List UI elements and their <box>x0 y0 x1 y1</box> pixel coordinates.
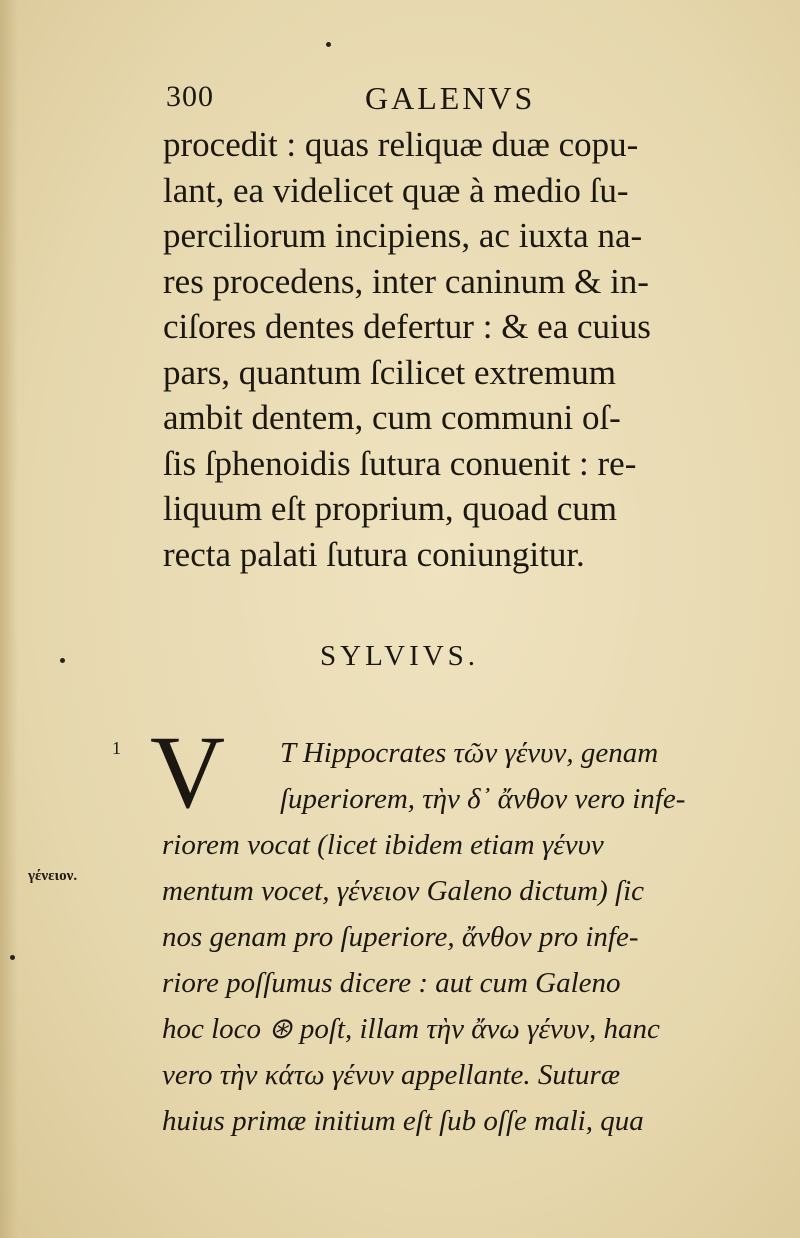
text-line: res procedens, inter caninum & in- <box>163 261 649 301</box>
text-line: ciſores dentes defertur : & ea cuius <box>163 307 651 346</box>
ink-speck <box>60 658 65 663</box>
page-number: 300 <box>166 80 214 113</box>
commentary-line: T Hippocrates τῶν γένυν, genam <box>280 737 659 769</box>
page-edge-shadow <box>0 0 18 1238</box>
commentary-line: ſuperiorem, τὴν δ᾽ ἄνθον vero infe- <box>280 783 686 815</box>
section-heading: SYLVIVS. <box>320 640 480 672</box>
commentary-line: huius primæ initium eſt ſub oſſe mali, qua <box>162 1105 644 1137</box>
text-line: lant, ea videlicet quæ à medio ſu- <box>163 170 629 210</box>
page-header <box>160 80 760 120</box>
text-line: pars, quantum ſcilicet extremum <box>163 352 616 392</box>
commentary-line: riore poſſumus dicere : aut cum Galeno <box>162 967 621 999</box>
text-line: ſis ſphenoidis ſutura conuenit : re- <box>163 443 637 483</box>
ink-speck <box>10 955 15 960</box>
text-line: liquum eſt proprium, quoad cum <box>163 489 617 528</box>
commentary-line: mentum vocet, γένειον Galeno dictum) ſic <box>162 875 645 907</box>
ink-speck <box>326 42 331 47</box>
commentary-line: riorem vocat (licet ibidem etiam γένυν <box>162 829 604 861</box>
commentary-line: hoc loco ⊛ poſt, illam τὴν ἄνω γένυν, hanc <box>162 1013 660 1045</box>
commentary-text <box>150 715 772 1144</box>
margin-note-number: 1 <box>112 738 121 758</box>
text-line: ambit dentem, cum communi oſ- <box>163 398 621 437</box>
running-head: GALENVS <box>365 80 536 116</box>
text-line: perciliorum incipiens, ac iuxta na- <box>163 216 643 255</box>
commentary-line: vero τὴν κάτω γένυν appellante. Suturæ <box>162 1059 621 1091</box>
drop-capital: V <box>150 715 226 830</box>
text-line: recta palati ſutura coniungitur. <box>163 534 585 574</box>
margin-side-note: γένειον. <box>28 868 78 884</box>
main-text <box>163 122 763 577</box>
commentary-line: nos genam pro ſuperiore, ἄνθον pro infe- <box>162 921 639 953</box>
text-line: procedit : quas reliquæ duæ copu- <box>163 125 639 164</box>
